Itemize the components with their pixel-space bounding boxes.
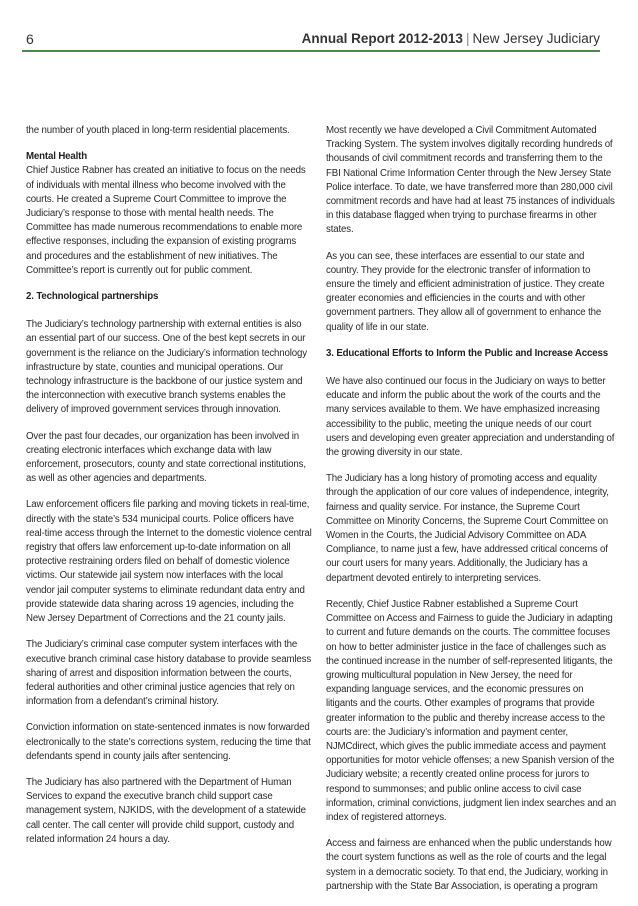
page-number: 6	[26, 31, 34, 47]
page-header	[22, 28, 600, 52]
section-heading-educational-efforts: 3. Educational Efforts to Inform the Public and Increase Access	[326, 347, 608, 359]
paragraph: Conviction information on state-sentenced inmates is now forwarded electronically to the state’s corrections system, reducing the time that defendants spend in county jails after sentencing.	[26, 722, 311, 762]
paragraph: Access and fairness are enhanced when the public understands how the court system functions as well as the role of courts and the legal system in a democratic society. To that end, the Judiciary, working in partnership with the State Bar Association, is operating a program	[326, 838, 612, 892]
paragraph: The Judiciary has a long history of promoting access and equality through the application of our core values of independence, integrity, fairness and quality service. For instance, the Supreme Court Committee on Minority Concerns, the Supreme Court Committee on Women in the Courts, the Judicial Advisory Committee on ADA Compliance, to name just a few, have addressed critical concerns of our court users for many years. Additionally, the Judiciary has a department devoted entirely to interpreting services.	[326, 473, 609, 584]
report-title-bold: Annual Report 2012-2013	[301, 31, 463, 46]
paragraph: We have also continued our focus in the Judiciary on ways to better educate and inform the public about the work of the courts and the many services available to them. We have emphasized increasing accessibility to the public, meeting the unique needs of our court users and developing even greater appreciation and understanding of the growing diversity in our state.	[326, 376, 615, 459]
paragraph: As you can see, these interfaces are essential to our state and country. They provide for the electronic transfer of information to ensure the timely and efficient administration of justice. They create greater economies and efficiencies in the courts and with other government partners. They allow all of government to enhance the quality of life in our state.	[326, 250, 605, 333]
paragraph: Most recently we have developed a Civil Commitment Automated Tracking System. The system involves digitally recording hundreds of thousands of civil commitment records and transferring them to the FBI National Crime Information Center through the New Jersey State Police interface. To date, we have transferred more than 280,000 civil commitment records and have had at least 75 instances of individuals in this database flagged when trying to purchase firearms in other states.	[326, 125, 615, 236]
paragraph: Over the past four decades, our organization has been involved in creating electronic interfaces which exchange data with law enforcement, prosecutors, county and state correctional institutions, as well as other agencies and departments.	[26, 430, 306, 485]
paragraph: Law enforcement officers file parking and moving tickets in real-time, directly with the state’s 534 municipal courts. Police officers have real-time access through the Internet to the domestic violence central registry that offers law enforcement up-to-date information on all protective restraining orders filed on behalf of domestic violence victims. Our statewide jail system now interfaces with the local vendor jail computer systems to eliminate redundant data entry and provide statewide data sharing across 19 agencies, including the New Jersey Department of Corrections and the 21 county jails.	[26, 499, 312, 625]
title-separator: |	[465, 31, 470, 46]
organization-name: New Jersey Judiciary	[472, 31, 600, 46]
paragraph: Recently, Chief Justice Rabner established a Supreme Court Committee on Access and Fairness to guide the Judiciary in adapting to current and future demands on the courts. The committee focuses on how to better administer justice in the face of challenges such as the continued increase in the number of self-represented litigants, the growing multicultural population in New Jersey, the need for expanding language services, and the economic pressures on litigants and the courts. Other examples of programs that provide greater information to the public and thereby increase access to the courts are: the Judiciary’s information and payment center, NJMCdirect, which gives the public immediate access and payment opportunities for motor vehicle offenses; a new Spanish version of the Judiciary website; a recently created online process for jurors to respond to summonses; and public online access to civil case information, criminal convictions, judgment lien index searches and an index of registered attorneys.	[326, 598, 616, 823]
paragraph: The Judiciary’s criminal case computer system interfaces with the executive branch criminal case history database to provide seamless sharing of arrest and disposition information between the courts, federal authorities and other criminal justice agencies that rely on information from a defendant’s criminal history.	[26, 639, 312, 708]
paragraph: the number of youth placed in long-term residential placements.	[26, 125, 290, 136]
section-heading-mental-health: Mental Health	[26, 151, 88, 163]
section-heading-technological-partnerships: 2. Technological partnerships	[26, 291, 159, 303]
left-column	[26, 124, 312, 859]
paragraph: The Judiciary has also partnered with the Department of Human Services to expand the executive branch child support case management system, NJKIDS, with the development of a statewide call center. The call center will provide child support, custody and related information 24 hours a day.	[26, 776, 306, 845]
paragraph: The Judiciary’s technology partnership with external entities is also an essential part of our success. One of the best kept secrets in our government is the reliance on the Judiciary’s information technology infrastructure by state, counties and municipal operations. Our technology infrastructure is the backbone of our justice system and the interconnection with executive branch systems enables the delivery of improved government services through innovation.	[26, 319, 307, 416]
right-column	[326, 124, 616, 906]
report-title	[302, 31, 600, 46]
paragraph: Chief Justice Rabner has created an initiative to focus on the needs of individuals with mental illness who become involved with the courts. He created a Supreme Court Committee to improve the Judiciary’s response to those with mental health needs. The Committee has made numerous recommendations to enable more effective responses, including the expansion of existing programs and procedures and the establishment of new initiatives. The Committee’s report is currently out for public comment.	[26, 165, 306, 276]
